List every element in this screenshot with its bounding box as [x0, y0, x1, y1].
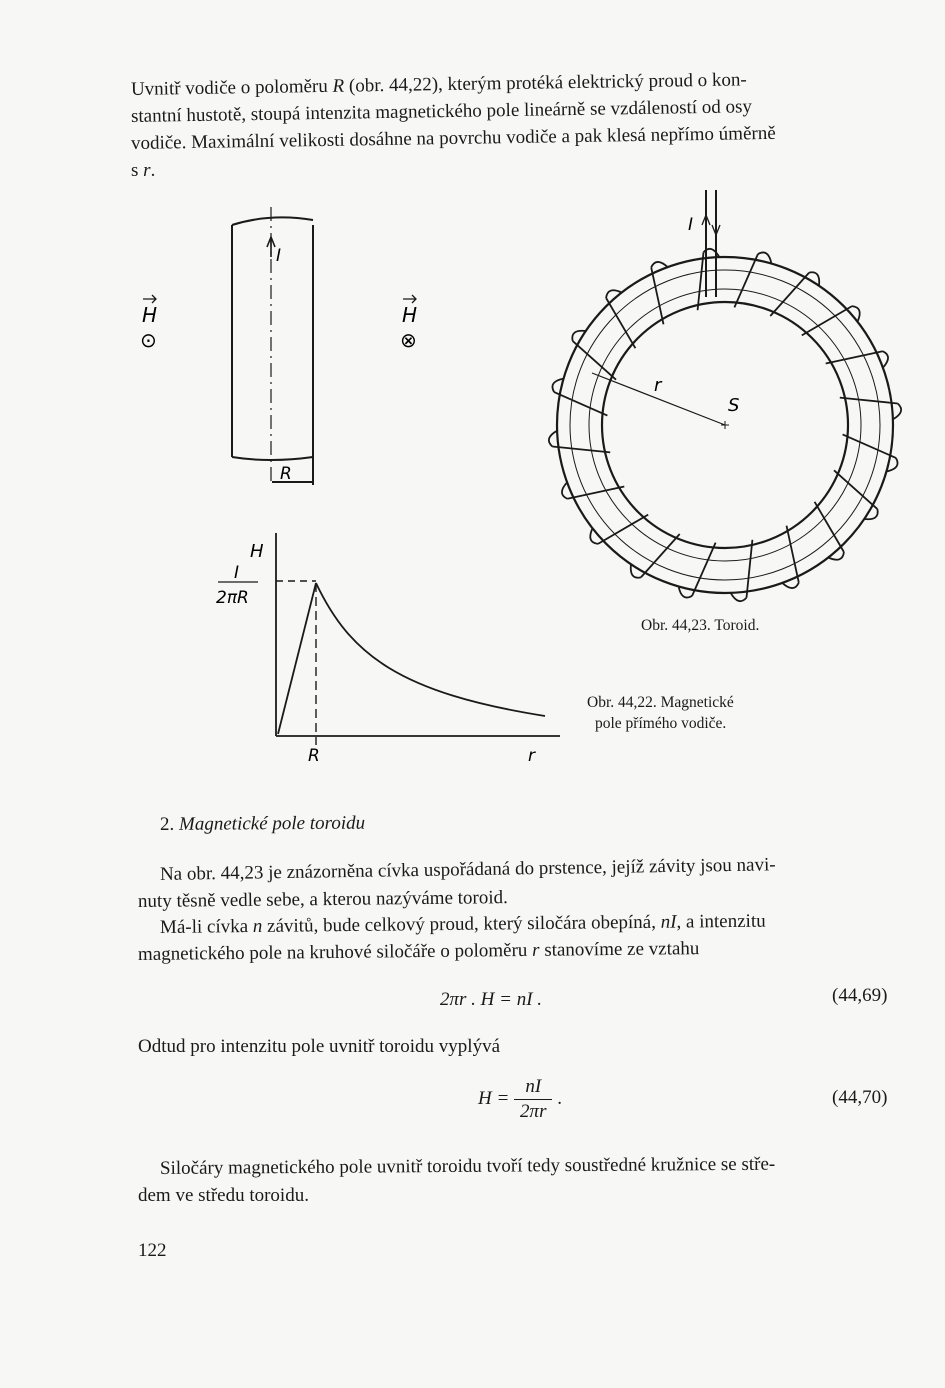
intro-line-3: vodiče. Maximální velikosti dosáhne na povrchu vodiče a pak klesá nepřímo úměrně [130, 122, 776, 154]
body-p4-line-1: Siločáry magnetického pole uvnitř toroidu tvoří tedy soustředné kružnice se stře- [159, 1153, 776, 1179]
section-heading [160, 810, 365, 838]
toroid-center-mark [721, 421, 729, 429]
intro-line-1: Uvnitř vodiče o poloměru R (obr. 44,22), kterým protéká elektrický proud o kon- [130, 69, 747, 100]
toroid-winding-turn [787, 526, 799, 583]
current-arrow [267, 237, 275, 257]
toroid-winding-loop [549, 431, 557, 447]
wire-figure [120, 195, 450, 495]
graph-frac-num: I [234, 563, 240, 583]
toroid-winding-loop [883, 351, 888, 368]
toroid-winding-turn [567, 487, 624, 499]
body-p3: Odtud pro intenzitu pole uvnitř toroidu vyplývá [138, 1036, 501, 1057]
toroid-winding-turn [598, 515, 648, 544]
toroid-winding-loop [782, 583, 799, 588]
graph-linear-rise [278, 583, 316, 734]
wire-h-left-label: H [142, 303, 158, 327]
toroid-winding-turn [843, 434, 896, 458]
body-p2-line-1: Má-li cívka n závitů, bude celkový proud, který siločára obepíná, nI, a intenzitu [159, 910, 766, 938]
graph-r-label: r [528, 746, 535, 766]
graph-frac-den: 2πR [216, 588, 249, 608]
wire-caption-line-1: Obr. 44,22. Magnetické [587, 694, 734, 711]
eq2-numerator: nI [514, 1075, 552, 1100]
toroid-winding-turn [606, 298, 635, 348]
toroid-winding-turn [698, 252, 704, 310]
field-in-symbol: ⊗ [400, 328, 417, 352]
toroid-winding-loop [651, 262, 668, 267]
equation-44-69-number: (44,69) [832, 985, 888, 1006]
toroid-current-arrow [702, 215, 720, 235]
graph-h-label: H [250, 541, 264, 562]
wire-h-right-label: H [402, 303, 418, 327]
section-number: 2. [159, 813, 175, 835]
eq2-tail: . [557, 1087, 562, 1109]
wire-current-label: I [276, 246, 282, 266]
equation-44-70 [478, 1075, 562, 1124]
wire-radius-label: R [280, 464, 292, 484]
graph-decay-curve [316, 583, 545, 716]
toroid-winding-turn [692, 543, 716, 596]
toroid-current-label: I [688, 215, 694, 235]
eq2-denominator: 2πr [520, 1101, 547, 1122]
toroid-winding-turn [651, 267, 663, 324]
section-title: Magnetické pole toroidu [178, 812, 366, 835]
toroid-winding-loop [893, 404, 901, 420]
toroid-caption: Obr. 44,23. Toroid. [641, 617, 760, 634]
toroid-winding-turn [554, 392, 607, 416]
toroid-winding-turn [815, 502, 844, 552]
field-graph [200, 525, 570, 775]
toroid-winding-turn [734, 254, 758, 307]
body-p1-line-1: Na obr. 44,23 je znázorněna cívka uspořádaná do prstence, jejíž závity jsou navi- [159, 854, 776, 885]
body-p4-line-2: dem ve středu toroidu. [138, 1185, 309, 1206]
intro-line-4: s r. [131, 160, 156, 181]
toroid-winding-loop [562, 482, 567, 499]
intro-line-2: stantní hustotě, stoupá intenzita magnetického pole lineárně se vzdáleností od osy [130, 96, 753, 127]
wire-caption-line-2: pole přímého vodiče. [595, 715, 727, 732]
eq2-lhs: H = [478, 1087, 510, 1109]
body-p1-line-2: nuty těsně vedle sebe, a kterou nazýváme toroid. [137, 887, 508, 912]
equation-44-70-number: (44,70) [832, 1087, 888, 1108]
toroid-winding-turn [552, 447, 610, 453]
toroid-winding-turn [826, 351, 883, 363]
toroid-lead-wires [706, 190, 716, 297]
eq2-fraction [514, 1075, 552, 1124]
wire-bottom-edge [232, 457, 313, 460]
graph-R-label: R [308, 746, 320, 766]
toroid-winding-loop [731, 593, 747, 601]
toroid-winding-turn [802, 306, 852, 335]
page-number: 122 [138, 1240, 167, 1261]
toroid-winding-turn [840, 398, 898, 404]
toroid-radius-label: r [654, 375, 662, 396]
equation-44-69: 2πr . H = nI . [440, 989, 543, 1010]
toroid-figure [540, 185, 910, 605]
toroid-center-label: S [728, 395, 740, 416]
wire-body [232, 217, 313, 485]
toroid-winding-turn [747, 540, 753, 598]
body-p2-line-2: magnetického pole na kruhové siločáře o poloměru r stanovíme ze vztahu [137, 938, 700, 965]
field-out-symbol: ⊙ [140, 328, 157, 352]
